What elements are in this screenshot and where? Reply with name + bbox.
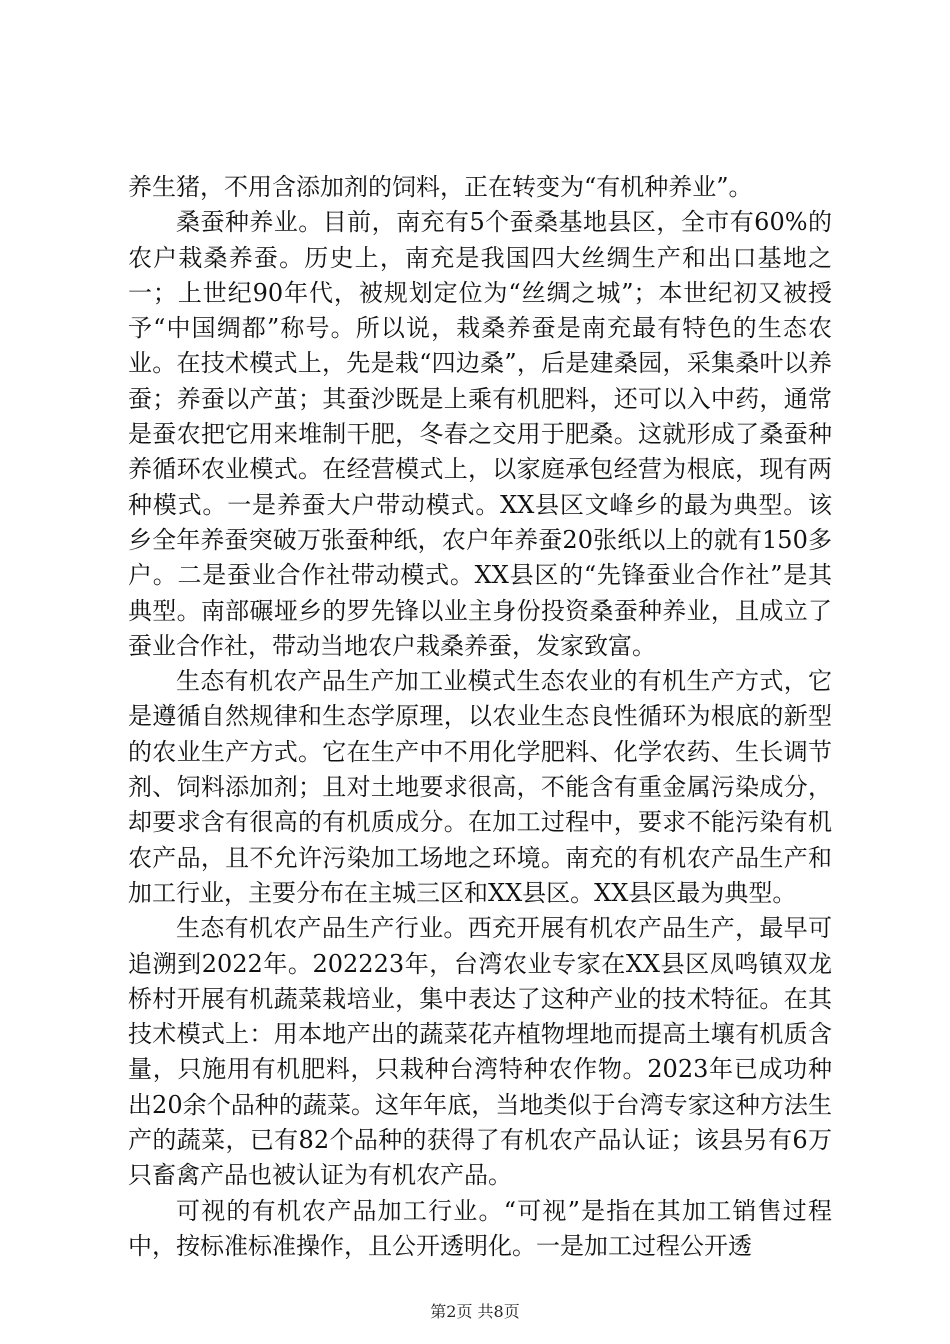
paragraph-visible-processing: 可视的有机农产品加工行业。“可视”是指在其加工销售过程中，按标准标准操作，且公开透明化。一是加工过程公开透 — [128, 1196, 832, 1260]
paragraph-continued: 养生猪，不用含添加剂的饲料，正在转变为“有机种养业”。 — [128, 173, 753, 201]
paragraph-sericulture: 桑蚕种养业。目前，南充有5个蚕桑基地县区，全市有60%的农户栽桑养蚕。历史上，南充是我国四大丝绸生产和出口基地之一；上世纪90年代，被规划定位为“丝绸之城”；本世纪初又被授予“中国绸都”称号。所以说，栽桑养蚕是南充最有特色的生态农业。在技术模式上，先是栽“四边桑”，后是建桑园，采集桑叶以养蚕；养蚕以产茧；其蚕沙既是上乘有机肥料，还可以入中药，通常是蚕农把它用来堆制干肥，冬春之交用于肥桑。这就形成了桑蚕种养循环农业模式。在经营模式上，以家庭承包经营为根底，现有两种模式。一是养蚕大户带动模式。XX县区文峰乡的最为典型。该乡全年养蚕突破万张蚕种纸，农户年养蚕20张纸以上的就有150多户。二是蚕业合作社带动模式。XX县区的“先锋蚕业合作社”是其典型。南部碾垭乡的罗先锋以业主身份投资桑蚕种养业，且成立了蚕业合作社，带动当地农户栽桑养蚕，发家致富。 — [128, 208, 832, 660]
page-footer: 第2页 共8页 — [430, 1302, 520, 1321]
paragraph-organic-model: 生态有机农产品生产加工业模式生态农业的有机生产方式，它是遵循自然规律和生态学原理，以农业生态良性循环为根底的新型的农业生产方式。它在生产中不用化学肥料、化学农药、生长调节剂、饲料添加剂；且对土地要求很高，不能含有重金属污染成分，却要求含有很高的有机质成分。在加工过程中，要求不能污染有机农产品，且不允许污染加工场地之环境。南充的有机农产品生产和加工行业，主要分布在主城三区和XX县区。XX县区最为典型。 — [128, 667, 832, 907]
paragraph-organic-production: 生态有机农产品生产行业。西充开展有机农产品生产，最早可追溯到2022年。202223年，台湾农业专家在XX县区凤鸣镇双龙桥村开展有机蔬菜栽培业，集中表达了这种产业的技术特征。在其技术模式上：用本地产出的蔬菜花卉植物埋地而提高土壤有机质含量，只施用有机肥料，只栽种台湾特种农作物。2023年已成功种出20余个品种的蔬菜。这年年底，当地类似于台湾专家这种方法生产的蔬菜，已有82个品种的获得了有机农产品认证；该县另有6万只畜禽产品也被认证为有机农产品。 — [128, 914, 832, 1190]
document-body — [128, 170, 832, 1264]
